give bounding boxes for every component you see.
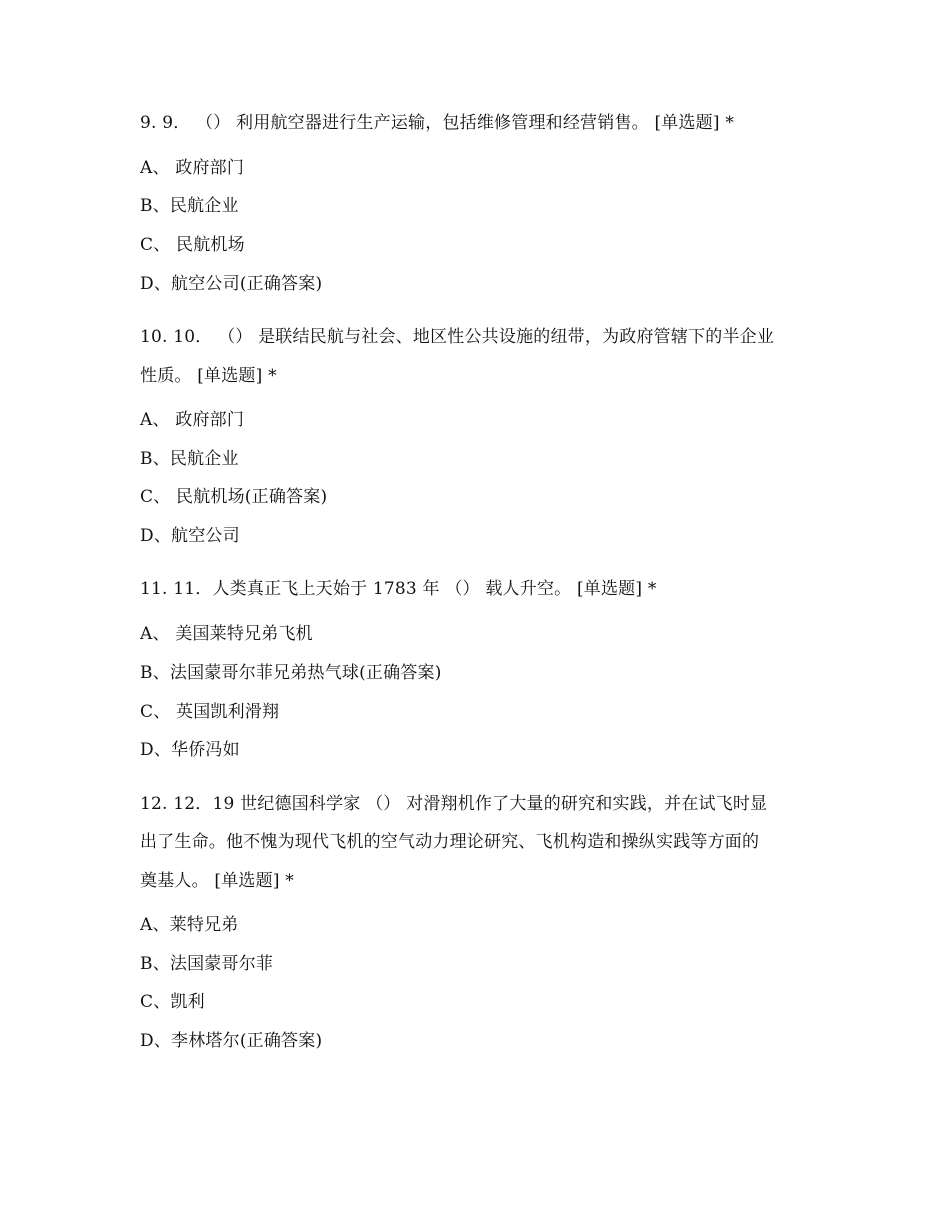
question-10-option-d: D、航空公司 bbox=[140, 526, 240, 546]
question-12-option-d: D、李林塔尔(正确答案) bbox=[140, 1031, 323, 1051]
question-12-text-line-2: 出了生命。他不愧为现代飞机的空气动力理论研究、飞机构造和操纵实践等方面的 bbox=[140, 832, 760, 852]
question-12-option-b: B、法国蒙哥尔菲 bbox=[140, 954, 274, 974]
question-10-text-line-1: 10. 10． （） 是联结民航与社会、地区性公共设施的纽带，为政府管辖下的半企业 bbox=[140, 327, 775, 347]
question-9-option-d: D、航空公司(正确答案) bbox=[140, 274, 323, 294]
question-9-option-b: B、民航企业 bbox=[140, 196, 239, 216]
question-11-option-c: C、 英国凯利滑翔 bbox=[140, 702, 280, 722]
question-12-option-a: A、莱特兄弟 bbox=[140, 915, 239, 935]
question-11-option-d: D、华侨冯如 bbox=[140, 740, 240, 760]
question-9-text: 9. 9． （） 利用航空器进行生产运输，包括维修管理和经营销售。 [单选题] * bbox=[140, 113, 735, 133]
question-9-option-c: C、 民航机场 bbox=[140, 235, 245, 255]
question-10-option-a: A、 政府部门 bbox=[140, 410, 245, 430]
question-9-option-a: A、 政府部门 bbox=[140, 158, 245, 178]
question-11-text: 11. 11．人类真正飞上天始于 1783 年 （） 载人升空。 [单选题] * bbox=[140, 579, 657, 599]
question-12-text-line-1: 12. 12．19 世纪德国科学家 （） 对滑翔机作了大量的研究和实践，并在试飞时显 bbox=[140, 794, 768, 814]
question-10-option-b: B、民航企业 bbox=[140, 449, 239, 469]
question-12-text-line-3: 奠基人。 [单选题] * bbox=[140, 871, 294, 891]
question-10-text-line-2: 性质。 [单选题] * bbox=[140, 366, 277, 386]
question-10-option-c: C、 民航机场(正确答案) bbox=[140, 487, 328, 507]
question-11-option-b: B、法国蒙哥尔菲兄弟热气球(正确答案) bbox=[140, 663, 442, 683]
question-12-option-c: C、凯利 bbox=[140, 992, 205, 1012]
question-11-option-a: A、 美国莱特兄弟飞机 bbox=[140, 624, 313, 644]
